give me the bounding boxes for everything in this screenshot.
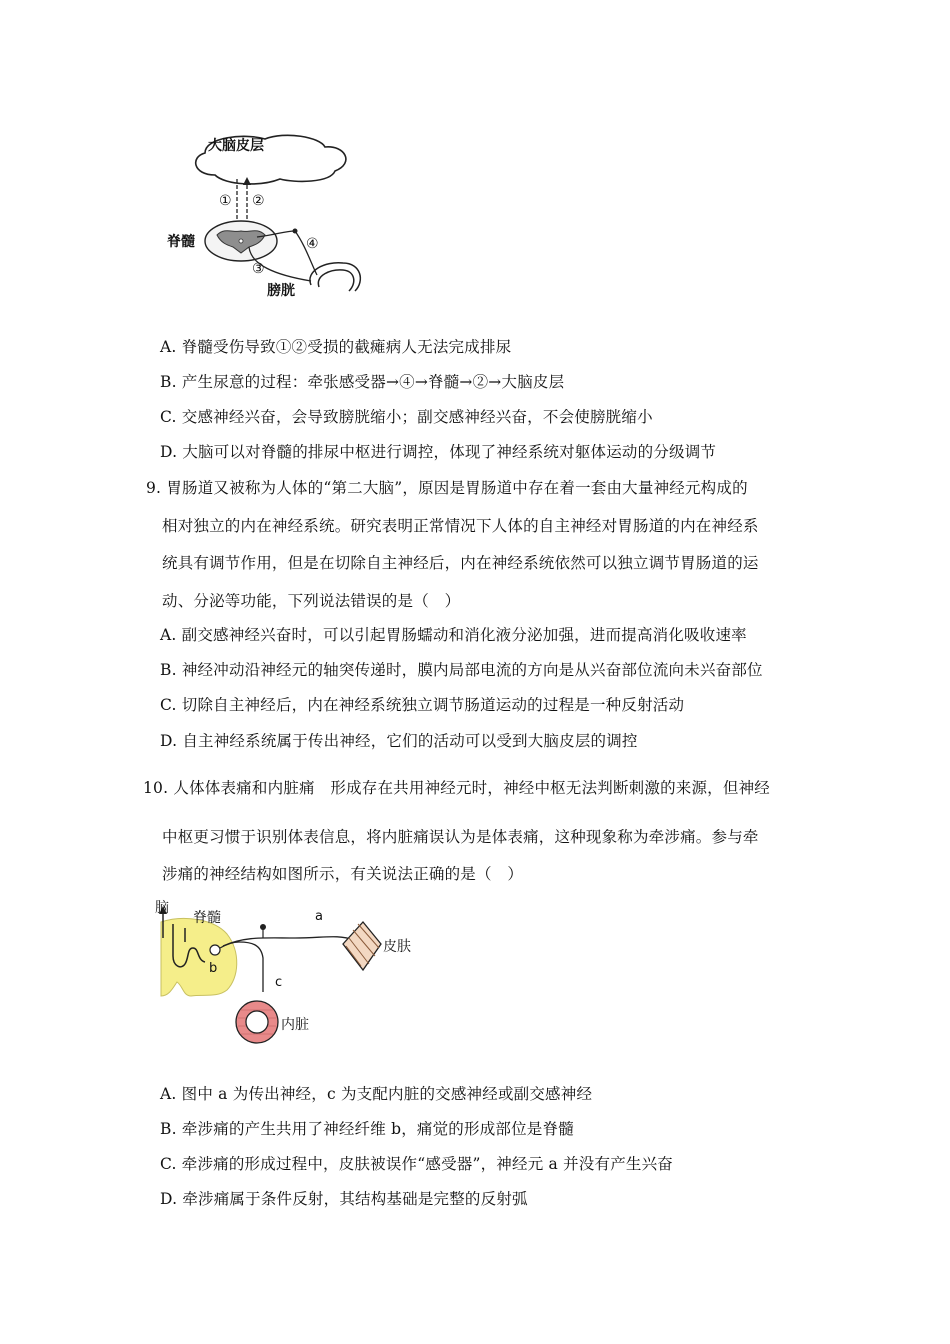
q9-option-c: C. 切除自主神经后，内在神经系统独立调节肠道运动的过程是一种反射活动 [160,696,685,714]
marker-2: ② [252,193,265,209]
q10-option-d: D. 牵涉痛属于条件反射，其结构基础是完整的反射弧 [160,1190,528,1208]
q8-option-b: B. 产生尿意的过程：牵张感受器→④→脊髓→②→大脑皮层 [160,373,565,391]
label-a: a [315,909,323,924]
q8-option-d: D. 大脑可以对脊髓的排尿中枢进行调控，体现了神经系统对躯体运动的分级调节 [160,443,717,461]
spinal-label: 脊髓 [167,234,195,250]
marker-4: ④ [306,236,319,252]
q9-option-a: A. 副交感神经兴奋时，可以引起胃肠蠕动和消化液分泌加强，进而提高消化吸收速率 [160,626,747,644]
marker-3: ③ [252,261,265,277]
q9-option-d: D. 自主神经系统属于传出神经，它们的活动可以受到大脑皮层的调控 [160,732,638,750]
q10-option-a: A. 图中 a 为传出神经，c 为支配内脏的交感神经或副交感神经 [160,1085,593,1103]
q10-option-c: C. 牵涉痛的形成过程中，皮肤被误作“感受器”，神经元 a 并没有产生兴奋 [160,1155,674,1173]
skin-label: 皮肤 [383,939,411,955]
q9-option-b: B. 神经冲动沿神经元的轴突传递时，膜内局部电流的方向是从兴奋部位流向未兴奋部位 [160,661,763,679]
q10-option-b: B. 牵涉痛的产生共用了神经纤维 b，痛觉的形成部位是脊髓 [160,1120,574,1138]
viscera-label: 内脏 [281,1017,309,1033]
q9-stem-line-3: 统具有调节作用，但是在切除自主神经后，内在神经系统依然可以独立调节胃肠道的运 [162,554,759,572]
q9-stem-line-2: 相对独立的内在神经系统。研究表明正常情况下人体的自主神经对胃肠道的内在神经系 [162,517,759,535]
q10-stem-line-2: 中枢更习惯于识别体表信息，将内脏痛误认为是体表痛，这种现象称为牵涉痛。参与牵 [162,828,759,846]
q8-option-c: C. 交感神经兴奋，会导致膀胱缩小；副交感神经兴奋，不会使膀胱缩小 [160,408,653,426]
q8-option-a: A. 脊髓受伤导致①②受损的截瘫病人无法完成排尿 [160,338,512,356]
referred-pain-figure [155,898,425,1048]
q10-stem-line-3: 涉痛的神经结构如图所示，有关说法正确的是（ ） [162,865,524,883]
q9-stem-line-1: 9. 胃肠道又被称为人体的“第二大脑”，原因是胃肠道中存在着一套由大量神经元构成的 [146,479,748,497]
brain-label: 脑 [155,900,169,916]
bladder-reflex-figure [167,135,385,299]
q10-stem-line-1: 10. 人体体表痛和内脏痛 形成存在共用神经元时，神经中枢无法判断刺激的来源，但神经 [143,779,770,797]
label-b: b [209,961,218,976]
cortex-label: 大脑皮层 [208,138,264,154]
spinal-label-2: 脊髓 [193,910,221,926]
label-c: c [275,975,283,990]
marker-1: ① [219,193,232,209]
bladder-label: 膀胱 [267,283,295,299]
bladder-shape [310,263,360,291]
q9-stem-line-4: 动、分泌等功能，下列说法错误的是（ ） [162,592,461,610]
